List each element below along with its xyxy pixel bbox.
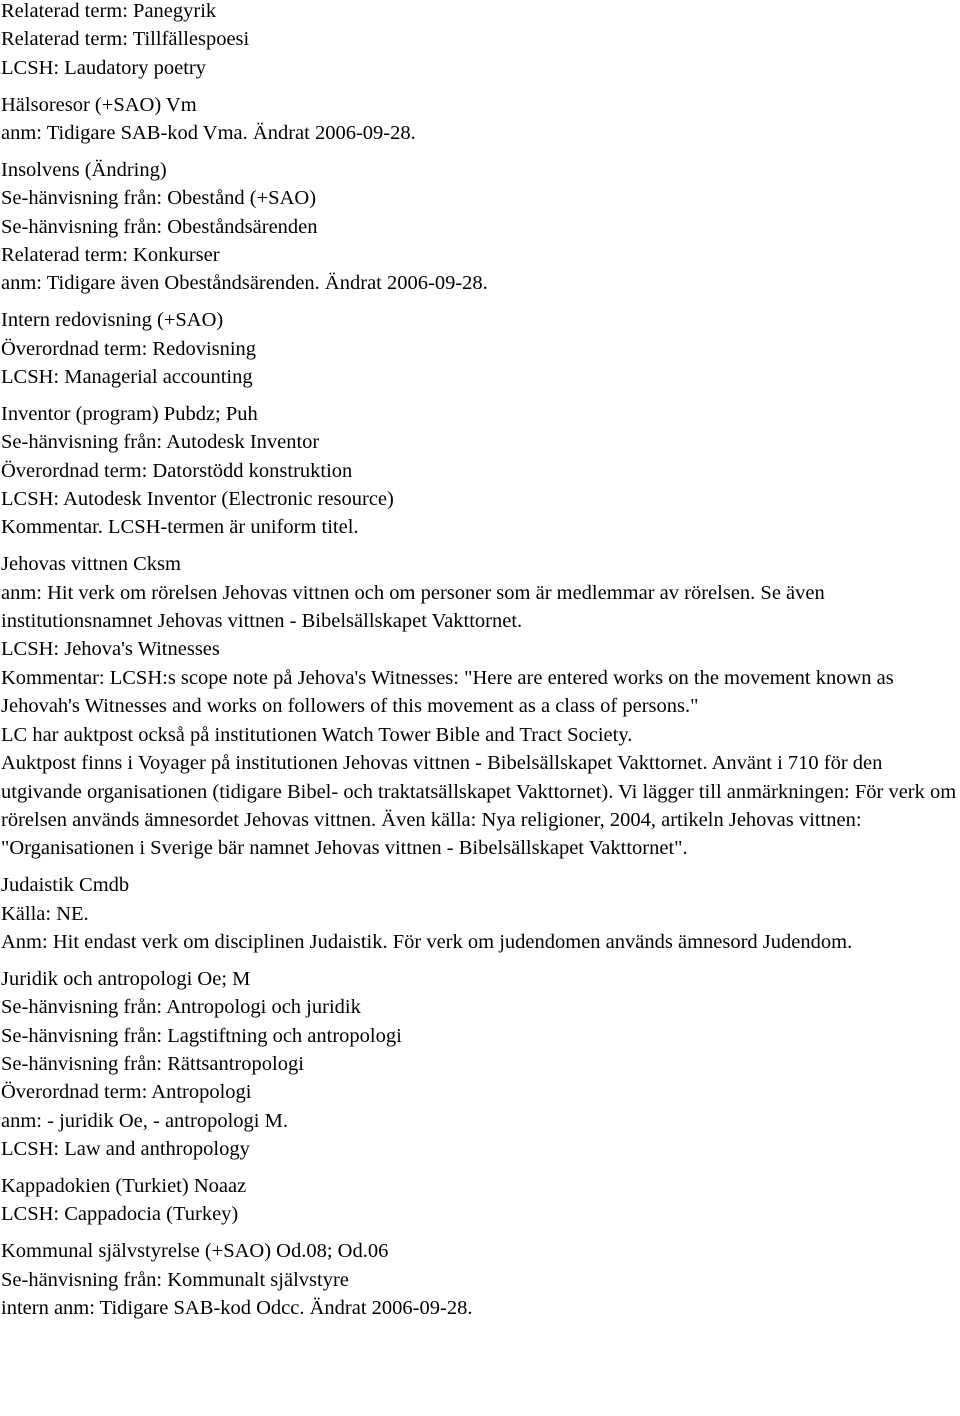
entry-line: Överordnad term: Redovisning xyxy=(1,337,257,360)
thesaurus-entry xyxy=(1,0,957,82)
entry-line: Relaterad term: Konkurser xyxy=(1,244,220,267)
entry-line: Överordnad term: Datorstödd konstruktion xyxy=(1,459,353,482)
entry-line: anm: Tidigare SAB-kod Vma. Ändrat 2006-09-28. xyxy=(1,122,416,145)
entry-heading: Inventor (program) Pubdz; Puh xyxy=(1,402,258,425)
entry-line: LCSH: Autodesk Inventor (Electronic resource) xyxy=(1,488,394,511)
entry-line: Se-hänvisning från: Obestånd (+SAO) xyxy=(1,187,317,210)
thesaurus-entry xyxy=(1,871,957,956)
entry-line: Se-hänvisning från: Rättsantropologi xyxy=(1,1052,304,1075)
entry-line: LCSH: Law and anthropology xyxy=(1,1138,250,1161)
thesaurus-entry xyxy=(1,965,957,1164)
entry-line: LCSH: Cappadocia (Turkey) xyxy=(1,1203,239,1226)
entry-line: Relaterad term: Tillfällespoesi xyxy=(1,28,250,51)
entry-line: Auktpost finns i Voyager på institutionen Jehovas vittnen - Bibelsällskapet Vakttornet. Använt i 710 för den utgivande organisationen (tidigare Bibel- och traktatsällskapet Vakttornet). Vi lägger till anmärkningen: För verk om rörelsen används ämnesordet Jehovas vittnen. Även källa: Nya religioner, 2004, artikeln Jehovas vittnen: "Organisationen i Sverige bär namnet Jehovas vittnen - Bibelsällskapet Vakttornet". xyxy=(1,752,957,860)
entry-line: Se-hänvisning från: Obeståndsärenden xyxy=(1,215,318,238)
thesaurus-entry xyxy=(1,550,957,862)
entry-line: Se-hänvisning från: Kommunalt självstyre xyxy=(1,1268,349,1291)
entry-line: intern anm: Tidigare SAB-kod Odcc. Ändrat 2006-09-28. xyxy=(1,1296,473,1319)
thesaurus-entry xyxy=(1,400,957,542)
entry-line: anm: Tidigare även Obeståndsärenden. Ändrat 2006-09-28. xyxy=(1,272,488,295)
entry-line: LCSH: Laudatory poetry xyxy=(1,56,206,79)
thesaurus-entry xyxy=(1,1172,957,1229)
entry-heading: Intern redovisning (+SAO) xyxy=(1,309,224,332)
entry-line: Anm: Hit endast verk om disciplinen Judaistik. För verk om judendomen används ämnesord Judendom. xyxy=(1,930,853,953)
entry-heading: Kappadokien (Turkiet) Noaaz xyxy=(1,1174,247,1197)
entry-line: LCSH: Managerial accounting xyxy=(1,366,253,389)
entry-line: LC har auktpost också på institutionen Watch Tower Bible and Tract Society. xyxy=(1,723,633,746)
thesaurus-entry xyxy=(1,306,957,391)
entry-heading: Judaistik Cmdb xyxy=(1,874,130,897)
entry-line: Se-hänvisning från: Antropologi och juridik xyxy=(1,996,361,1019)
entry-heading: Insolvens (Ändring) xyxy=(1,158,167,181)
entry-line: Källa: NE. xyxy=(1,902,89,925)
entry-line: Se-hänvisning från: Lagstiftning och antropologi xyxy=(1,1024,402,1047)
entry-heading: Hälsoresor (+SAO) Vm xyxy=(1,93,197,116)
entry-line: LCSH: Jehova's Witnesses xyxy=(1,638,220,661)
entry-line: anm: - juridik Oe, - antropologi M. xyxy=(1,1109,288,1132)
document-page xyxy=(1,0,957,1331)
entry-heading: Kommunal självstyrelse (+SAO) Od.08; Od.06 xyxy=(1,1240,389,1263)
entry-line: Överordnad term: Antropologi xyxy=(1,1081,252,1104)
thesaurus-entry xyxy=(1,1237,957,1322)
thesaurus-entry xyxy=(1,156,957,298)
entry-heading: Jehovas vittnen Cksm xyxy=(1,553,181,576)
entry-line: Kommentar: LCSH:s scope note på Jehova's Witnesses: "Here are entered works on the movement known as Jehovah's Witnesses and works on followers of this movement as a class of persons." xyxy=(1,666,894,718)
entry-line: anm: Hit verk om rörelsen Jehovas vittnen och om personer som är medlemmar av rörelsen. Se även institutionsnamnet Jehovas vittnen - Bibelsällskapet Vakttornet. xyxy=(1,581,825,633)
entry-heading: Juridik och antropologi Oe; M xyxy=(1,967,251,990)
entry-heading: Relaterad term: Panegyrik xyxy=(1,0,217,22)
entry-line: Kommentar. LCSH-termen är uniform titel. xyxy=(1,516,359,539)
entry-line: Se-hänvisning från: Autodesk Inventor xyxy=(1,431,320,454)
thesaurus-entry xyxy=(1,91,957,148)
